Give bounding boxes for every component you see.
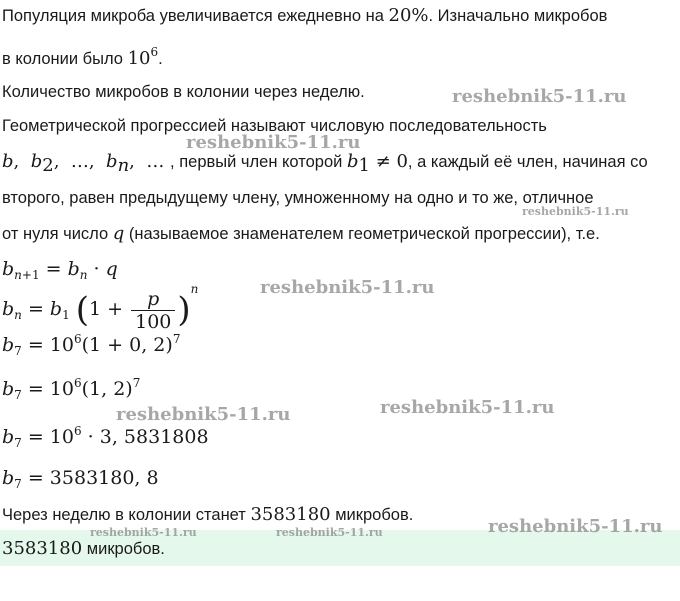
formula-step-4: $b_7 = 3583180$, 8 xyxy=(2,467,159,491)
definition-line-2: b, $b_2$, …, $b_n$, … , первый член которой $b_1 \ne 0$, а каждый её член, начиная со xyxy=(2,151,648,176)
formula-recurrence: $b_{n+1} = b_n \cdot q$ xyxy=(2,258,118,282)
formula-step-1: $b_7 = 10^6(1 + 0$, 2)$^7$ xyxy=(2,332,181,358)
problem-line-1: Популяция микроба увеличивается ежедневно на 20%. Изначально микробов xyxy=(2,5,608,26)
watermark: reshebnik5-11.ru xyxy=(452,86,627,107)
watermark: reshebnik5-11.ru xyxy=(186,132,361,153)
problem-line-2: в колонии было $10^6$. xyxy=(2,45,163,69)
formula-step-2: $b_7 = 10^6(1$, 2)$^7$ xyxy=(2,376,141,402)
watermark: reshebnik5-11.ru xyxy=(522,205,629,218)
formula-general: $b_n = b_1$ (1 + $\frac{p}{100}$ )$^n$ xyxy=(2,282,199,333)
definition-line-4: от нуля число q (называемое знаменателем геометрической прогрессии), т.е. xyxy=(2,223,600,244)
watermark: reshebnik5-11.ru xyxy=(260,277,435,298)
definition-line-1: Геометрической прогрессией называют числовую последовательность xyxy=(2,117,547,135)
watermark: reshebnik5-11.ru xyxy=(488,516,663,537)
definition-line-3: второго, равен предыдущему члену, умноженному на одно и то же, отличное xyxy=(2,189,594,207)
watermark: reshebnik5-11.ru xyxy=(276,526,383,539)
answer-suffix: микробов. xyxy=(82,540,165,558)
conclusion-line: Через неделю в колонии станет 3583180 микробов. xyxy=(2,504,414,525)
problem-line-3: Количество микробов в колонии через неделю. xyxy=(2,83,365,101)
watermark: reshebnik5-11.ru xyxy=(380,397,555,418)
formula-step-3: $b_7 = 10^6 \cdot 3$, 5831808 xyxy=(2,424,209,450)
answer-value: 3583180 xyxy=(2,538,83,559)
watermark: reshebnik5-11.ru xyxy=(90,526,197,539)
watermark: reshebnik5-11.ru xyxy=(116,404,291,425)
